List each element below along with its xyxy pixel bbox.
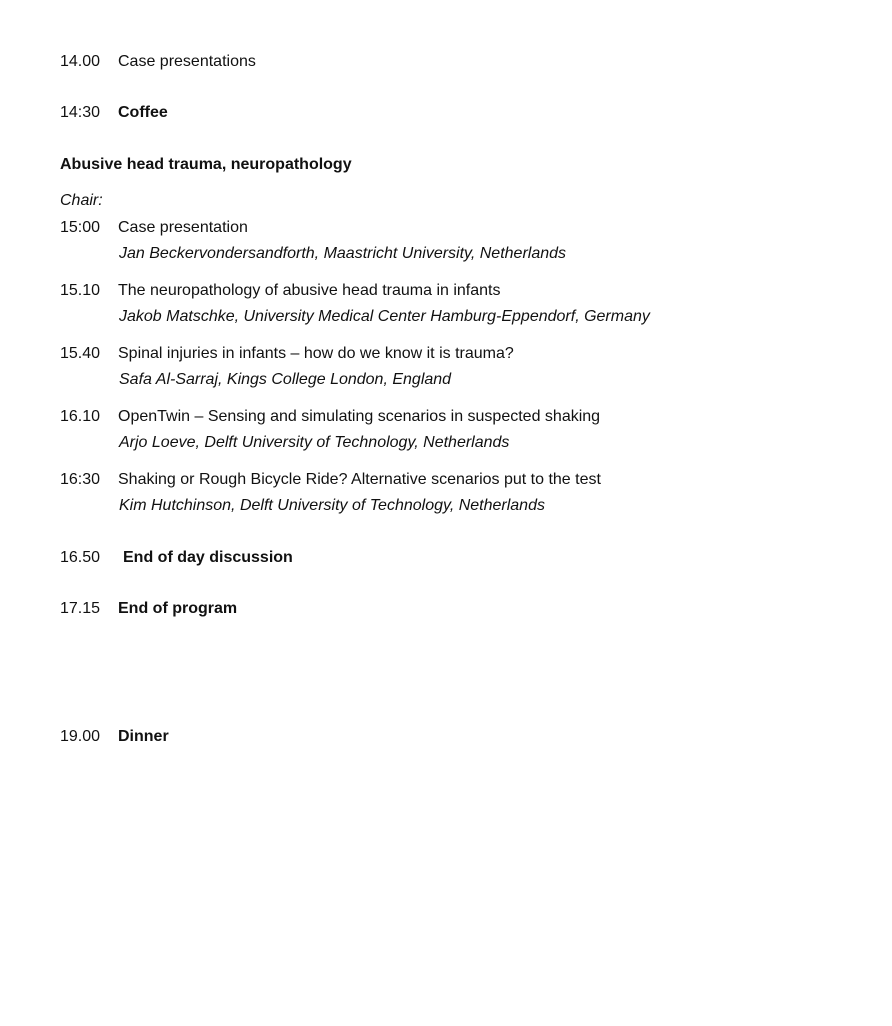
- item-title: Coffee: [118, 104, 168, 121]
- talk-speaker: Kim Hutchinson, Delft University of Technology, Netherlands: [119, 497, 545, 514]
- time-label: 16.50: [60, 549, 101, 566]
- time-label: 14:30: [60, 104, 101, 121]
- talk-row: [60, 407, 600, 427]
- talk-title: Case presentation: [118, 219, 248, 236]
- talk-title: The neuropathology of abusive head trauma in infants: [118, 282, 501, 299]
- time-label: 16:30: [60, 471, 101, 488]
- item-title: Dinner: [118, 728, 169, 745]
- schedule-row-dinner: [60, 727, 169, 747]
- talk-row: [60, 344, 514, 364]
- talk-title: Shaking or Rough Bicycle Ride? Alternative scenarios put to the test: [118, 471, 601, 488]
- session-heading: Abusive head trauma, neuropathology: [60, 156, 352, 173]
- talk-speaker: Jan Beckervondersandforth, Maastricht University, Netherlands: [119, 245, 567, 262]
- schedule-row-end-of-program: [60, 599, 237, 619]
- schedule-row-coffee: [60, 103, 168, 123]
- time-label: 14.00: [60, 53, 101, 70]
- time-label: 15:00: [60, 219, 101, 236]
- talk-title: OpenTwin – Sensing and simulating scenarios in suspected shaking: [118, 408, 601, 425]
- schedule-row-case-presentations: [60, 52, 256, 72]
- item-title: Case presentations: [118, 53, 256, 70]
- time-label: 19.00: [60, 728, 101, 745]
- talk-speaker: Jakob Matschke, University Medical Center Hamburg-Eppendorf, Germany: [119, 308, 650, 325]
- talk-row: [60, 470, 601, 490]
- time-label: 15.40: [60, 345, 101, 362]
- talk-speaker: Arjo Loeve, Delft University of Technology, Netherlands: [119, 434, 510, 451]
- time-label: 16.10: [60, 408, 101, 425]
- item-title: End of day discussion: [123, 549, 293, 566]
- talk-row: [60, 218, 248, 238]
- talk-speaker: Safa Al-Sarraj, Kings College London, England: [119, 371, 452, 388]
- time-label: 15.10: [60, 282, 101, 299]
- talk-row: [60, 281, 500, 301]
- talk-title: Spinal injuries in infants – how do we know it is trauma?: [118, 345, 514, 362]
- chair-label: Chair:: [60, 192, 103, 209]
- item-title: End of program: [118, 600, 238, 617]
- schedule-row-end-of-day-discussion: [60, 548, 293, 568]
- time-label: 17.15: [60, 600, 101, 617]
